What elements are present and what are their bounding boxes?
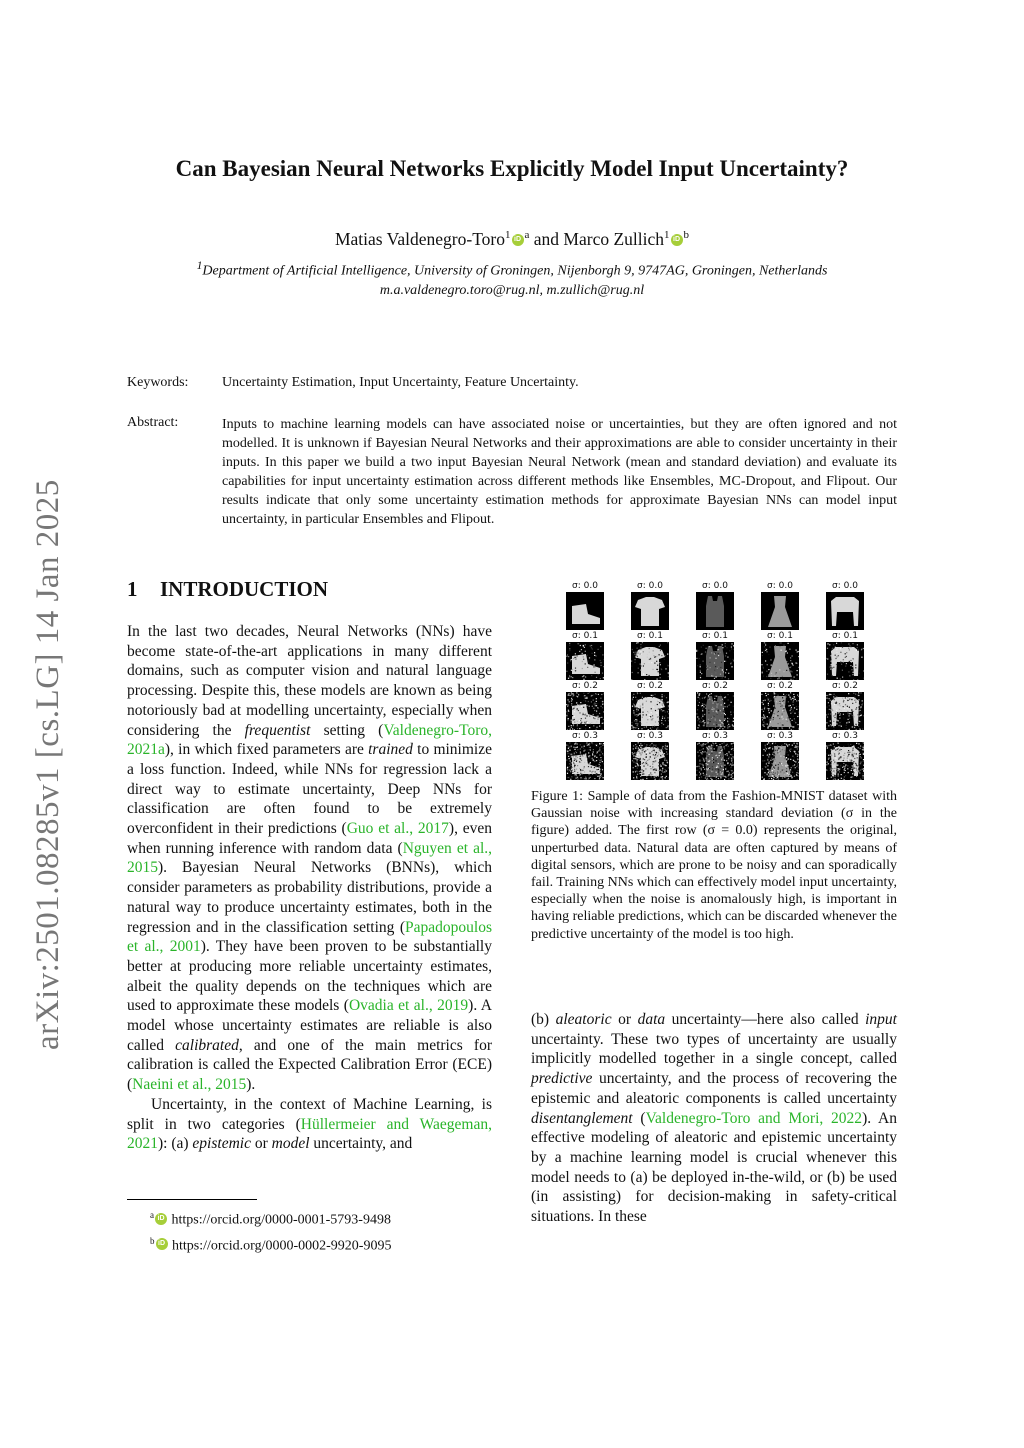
citation-link[interactable]: Valdenegro-Toro and Mori, 2022 xyxy=(645,1109,863,1127)
shirt-image xyxy=(826,592,864,630)
arxiv-identifier: arXiv:2501.08285v1 [cs.LG] 14 Jan 2025 xyxy=(30,479,66,1050)
text-run: ). Bayesian Neural Networks (BNNs), which consider parameters as probability distributions, provide a natural way to produce uncertainty estimates, both in the regression and in the classification setting ( xyxy=(127,859,492,936)
figure-cell xyxy=(826,730,864,780)
keywords-label: Keywords: xyxy=(127,375,189,390)
sigma-label: σ: 0.2 xyxy=(637,681,663,691)
sigma-label: σ: 0.3 xyxy=(832,731,858,741)
figure-cell xyxy=(761,730,799,780)
shirt-image xyxy=(826,742,864,780)
author-connector: and xyxy=(529,229,564,249)
abstract-label: Abstract: xyxy=(127,415,179,430)
paragraph xyxy=(127,622,492,1095)
text-run: or xyxy=(250,1135,272,1153)
orcid-icon[interactable]: iD xyxy=(671,234,683,246)
affiliation-mark: 1 xyxy=(664,229,670,242)
orcid-url-link[interactable]: https://orcid.org/0000-0002-9920-9095 xyxy=(172,1238,392,1254)
text-run: setting ( xyxy=(310,721,384,739)
text-run: , and one of the main metrics for calibration is called the Expected Calibration Error (ECE) ( xyxy=(127,1036,492,1094)
text-run: ), even when running inference with random data ( xyxy=(127,820,492,857)
citation-link[interactable]: Ovadia et al., 2019 xyxy=(348,997,469,1015)
figure-cell xyxy=(566,730,604,780)
text-run: ). An effective modeling of aleatoric and epistemic uncertainty by a machine learning model is crucial whenever this model needs to (a) be deployed in-the-wild, or (b) be used (in assisting) for decision-making in safety-critical situations. In these xyxy=(531,1109,897,1226)
t-shirt-image xyxy=(631,742,669,780)
abstract-text: Inputs to machine learning models can have associated noise or uncertainties, but they are often ignored and not modelled. It is unknown if Bayesian Neural Networks and their approximations are able to consider uncertainty in their inputs. In this paper we build a two input Bayesian Neural Network (mean and standard deviation) and evaluate its capabilities for input uncertainty estimation across different methods like Ensembles, MC-Dropout, and Flipout. Our results indicate that only some uncertainty estimation methods for approximate Bayesian NNs can model input uncertainty, in particular Ensembles and Flipout. xyxy=(222,417,897,527)
ankle-boot-image xyxy=(566,592,604,630)
figure-cell xyxy=(631,630,669,680)
affiliation-mark: 1 xyxy=(196,259,203,272)
figure-cell xyxy=(826,630,864,680)
sigma-label: σ: 0.2 xyxy=(572,681,598,691)
figure-cell xyxy=(566,580,604,630)
emphasis: trained xyxy=(368,741,413,759)
emphasis: frequentist xyxy=(244,721,311,739)
figure-cell xyxy=(761,680,799,730)
department: Department of Artificial Intelligence, University of Groningen, Nijenborgh 9, 9747AG, Groningen, Netherlands xyxy=(202,263,828,279)
figure-1 xyxy=(566,580,866,780)
text-run: (b) xyxy=(531,1011,556,1028)
emphasis: aleatoric xyxy=(555,1011,612,1028)
footnote-rule xyxy=(127,1199,257,1200)
text-run: ). They have been proven to be substantially better at producing more reliable uncertainty estimates, albeit the quality depends on the techniques which are used to approximate these models ( xyxy=(127,938,492,1015)
shirt-image xyxy=(826,692,864,730)
t-shirt-image xyxy=(631,642,669,680)
orcid-icon: iD xyxy=(156,1238,168,1250)
ankle-boot-image xyxy=(566,742,604,780)
sigma-label: σ: 0.2 xyxy=(702,681,728,691)
top-image xyxy=(696,692,734,730)
t-shirt-image xyxy=(631,692,669,730)
footnote-b xyxy=(150,1231,391,1257)
intro-right-column xyxy=(531,1010,897,1227)
emphasis: input xyxy=(865,1011,897,1028)
affiliation-mark: 1 xyxy=(505,229,511,242)
footnote-a xyxy=(150,1205,391,1231)
sigma-label: σ: 0.0 xyxy=(832,581,858,591)
figure-cell xyxy=(566,680,604,730)
orcid-icon: iD xyxy=(155,1213,167,1225)
figure-cell xyxy=(696,580,734,630)
author-name: Marco Zullich xyxy=(563,229,665,249)
emphasis: model xyxy=(271,1135,310,1153)
section-heading xyxy=(127,577,328,602)
emphasis: disentanglement xyxy=(531,1109,633,1127)
sigma-label: σ: 0.3 xyxy=(637,731,663,741)
footnote-mark: a xyxy=(150,1210,154,1220)
top-image xyxy=(696,592,734,630)
text-run: uncertainty, and xyxy=(309,1135,413,1153)
text-run: to minimize a loss function. Indeed, while NNs for regression lack a direct way to estimate uncertainty, Deep NNs for classification are often found to be extremely overconfident in their predictions ( xyxy=(127,741,492,838)
citation-link[interactable]: Valdenegro-Toro, 2021a xyxy=(127,721,492,759)
figure-cell xyxy=(566,630,604,680)
author-name: Matias Valdenegro-Toro xyxy=(334,229,505,249)
sigma-label: σ: 0.2 xyxy=(767,681,793,691)
dress-image xyxy=(761,642,799,680)
text-run: In the last two decades, Neural Networks (NNs) have become state-of-the-art applications in many different domains, such as computer vision and natural language processing. Despite this, these models are known as being notoriously bad at modelling uncertainty, especially when considering the xyxy=(127,623,492,739)
shirt-image xyxy=(826,642,864,680)
text-run: uncertainty—here also called xyxy=(665,1011,866,1028)
figure-cell xyxy=(761,630,799,680)
figure-cell xyxy=(696,680,734,730)
text-run: ). A model whose uncertainty estimates are reliable is also called xyxy=(127,997,492,1054)
top-image xyxy=(696,642,734,680)
ankle-boot-image xyxy=(566,692,604,730)
top-image xyxy=(696,742,734,780)
sigma-label: σ: 0.1 xyxy=(832,631,858,641)
fashion-mnist-noise-grid xyxy=(566,580,866,780)
sigma-label: σ: 0.0 xyxy=(702,581,728,591)
text-run: Uncertainty, in the context of Machine Learning, is split in two categories ( xyxy=(127,1095,492,1133)
sigma-label: σ: 0.0 xyxy=(767,581,793,591)
orcid-icon[interactable]: iD xyxy=(512,234,524,246)
figure-cell xyxy=(696,630,734,680)
section-number: 1 xyxy=(127,577,138,601)
dress-image xyxy=(761,742,799,780)
figure-cell xyxy=(826,680,864,730)
section-title: INTRODUCTION xyxy=(160,577,329,601)
text-run: uncertainty, and the process of recovering the epistemic and aleatoric components is called uncertainty xyxy=(531,1070,897,1107)
authors-line xyxy=(0,229,1024,250)
paragraph xyxy=(127,1095,492,1154)
footnotes xyxy=(150,1205,391,1256)
figure-cell xyxy=(696,730,734,780)
text-run: ), in which fixed parameters are xyxy=(164,741,369,759)
sigma-label: σ: 0.1 xyxy=(702,631,728,641)
figure-cell xyxy=(631,680,669,730)
citation-link[interactable]: Hüllermeier and Waegeman, 2021 xyxy=(127,1115,492,1153)
figure-cell xyxy=(761,580,799,630)
sigma-label: σ: 0.1 xyxy=(572,631,598,641)
t-shirt-image xyxy=(631,592,669,630)
text-run: ( xyxy=(632,1109,646,1127)
sigma-label: σ: 0.3 xyxy=(767,731,793,741)
figure-cell xyxy=(631,580,669,630)
citation-link[interactable]: Guo et al., 2017 xyxy=(346,820,449,838)
sigma-label: σ: 0.1 xyxy=(767,631,793,641)
figure-cell xyxy=(631,730,669,780)
emphasis: epistemic xyxy=(192,1135,251,1153)
orcid-footnote-mark: a xyxy=(524,229,530,242)
keywords-text: Uncertainty Estimation, Input Uncertainty, Feature Uncertainty. xyxy=(222,375,579,390)
text-run: ): (a) xyxy=(158,1135,193,1153)
citation-link[interactable]: Nguyen et al., 2015 xyxy=(127,839,492,877)
emphasis: data xyxy=(637,1011,666,1028)
sigma-label: σ: 0.0 xyxy=(637,581,663,591)
intro-left-column xyxy=(127,622,492,1154)
orcid-url-link[interactable]: https://orcid.org/0000-0001-5793-9498 xyxy=(171,1212,391,1228)
emphasis: calibrated xyxy=(175,1036,239,1054)
figure-caption: Figure 1: Sample of data from the Fashion-MNIST dataset with Gaussian noise with increasing standard deviation (σ in the figure) added. The first row (σ = 0.0) represents the original, unperturbed data. Natural data are often captured by means of digital sensors, which are prone to be noisy and can sporadically fail. Training NNs which can effectively model input uncertainty, especially when the noise is anomalously high, is important in having reliable predictions, which can be discarded whenever the predictive uncertainty of the model is too high. xyxy=(531,789,897,942)
paper-title: Can Bayesian Neural Networks Explicitly Model Input Uncertainty? xyxy=(175,156,849,181)
citation-link[interactable]: Papadopoulos et al., 2001 xyxy=(127,918,492,956)
emphasis: predictive xyxy=(531,1070,593,1088)
dress-image xyxy=(761,592,799,630)
sigma-label: σ: 0.3 xyxy=(572,731,598,741)
sigma-label: σ: 0.2 xyxy=(832,681,858,691)
text-run: or xyxy=(611,1011,638,1028)
dress-image xyxy=(761,692,799,730)
figure-cell xyxy=(826,580,864,630)
text-run: ). xyxy=(246,1076,256,1094)
affiliation-block xyxy=(0,256,1024,300)
citation-link[interactable]: Naeini et al., 2015 xyxy=(132,1076,247,1094)
orcid-footnote-mark: b xyxy=(683,229,690,242)
text-run: uncertainty. These two types of uncertainty are usually implicitly modelled together in a single concept, called xyxy=(531,1030,897,1068)
sigma-label: σ: 0.3 xyxy=(702,731,728,741)
sigma-label: σ: 0.0 xyxy=(572,581,598,591)
sigma-label: σ: 0.1 xyxy=(637,631,663,641)
emails: m.a.valdenegro.toro@rug.nl, m.zullich@rug.nl xyxy=(379,282,645,298)
footnote-mark: b xyxy=(150,1235,155,1246)
ankle-boot-image xyxy=(566,642,604,680)
